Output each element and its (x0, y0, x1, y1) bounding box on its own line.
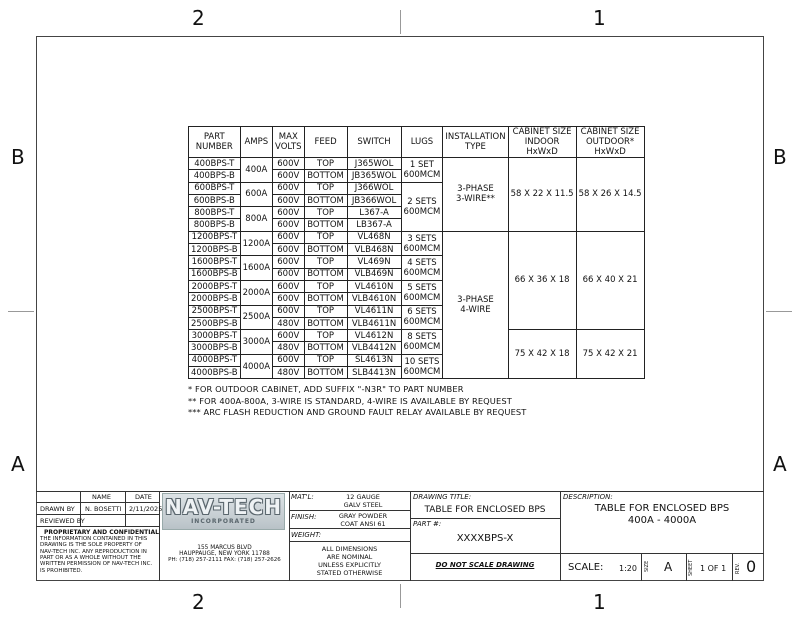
feed-cell: BOTTOM (304, 342, 347, 354)
cabinet-indoor-cell: 58 X 22 X 11.5 (508, 158, 576, 232)
max-volts-cell: 480V (273, 317, 305, 329)
lugs-cell-line1: 2 SETS (407, 196, 437, 207)
company-logo (162, 493, 285, 530)
switch-cell: LB367-A (347, 219, 401, 231)
zone-label-left: A (11, 452, 25, 476)
feed-cell: TOP (304, 231, 347, 243)
titleblock-col-line (686, 553, 687, 581)
table-row (189, 158, 645, 170)
description-label: DESCRIPTION: (563, 493, 613, 501)
titleblock-row-line (560, 553, 764, 554)
scale-value: 1:20 (619, 564, 637, 573)
installation-cell-line1: 3-PHASE (457, 184, 494, 195)
matl-label: MAT'L: (291, 493, 314, 501)
rev-label: REV. (735, 563, 741, 574)
finish-label: FINISH: (291, 513, 317, 521)
finish-line2: COAT ANSI 61 (340, 520, 386, 528)
dimensions-line: STATED OTHERWISE (316, 569, 383, 577)
lugs-cell-line2: 600MCM (403, 317, 441, 328)
dimensions-line: UNLESS EXPLICITLY (318, 561, 381, 569)
parts-table (188, 126, 645, 379)
max-volts-cell: 600V (273, 256, 305, 268)
cabinet-outdoor-cell: 66 X 40 X 21 (576, 231, 644, 329)
max-volts-cell: 600V (273, 170, 305, 182)
amps-cell: 400A (240, 158, 272, 183)
header-switch: SWITCH (347, 127, 401, 158)
switch-cell: VL468N (347, 231, 401, 243)
switch-cell: VL469N (347, 256, 401, 268)
part-number-cell: 2500BPS-T (189, 305, 241, 317)
feed-cell: TOP (304, 207, 347, 219)
titleblock-row-line (289, 510, 410, 511)
part-number-cell: 2000BPS-B (189, 293, 241, 305)
scale-label: SCALE: (568, 562, 604, 573)
note-outdoor: * FOR OUTDOOR CABINET, ADD SUFFIX "-N3R" TO PART NUMBER (188, 384, 464, 394)
lugs-cell-line1: 6 SETS (407, 307, 437, 318)
max-volts-cell: 600V (273, 194, 305, 206)
zone-label-bottom: 1 (593, 590, 606, 614)
installation-cell (443, 231, 508, 379)
zone-tick (400, 584, 401, 608)
switch-cell: VL4610N (347, 280, 401, 292)
date-header: DATE (135, 493, 152, 501)
switch-cell: VL4611N (347, 305, 401, 317)
installation-cell-line1: 3-PHASE (457, 295, 494, 306)
part-number-cell: 400BPS-T (189, 158, 241, 170)
cabinet-indoor-cell: 75 X 42 X 18 (508, 330, 576, 379)
installation-cell (443, 158, 508, 232)
switch-cell: VLB4611N (347, 317, 401, 329)
feed-cell: BOTTOM (304, 367, 347, 379)
proprietary-line: DRAWING IS THE SOLE PROPERTY OF (40, 542, 142, 549)
part-number-label: PART #: (413, 520, 442, 528)
zone-label-top: 1 (593, 6, 606, 30)
part-number-cell: 4000BPS-B (189, 367, 241, 379)
max-volts-cell: 480V (273, 367, 305, 379)
address-street: 155 MARCUS BLVD (197, 545, 252, 551)
part-number: XXXXBPS-X (456, 533, 514, 544)
proprietary-title: PROPRIETARY AND CONFIDENTIAL (44, 529, 159, 536)
name-header: NAME (92, 493, 112, 501)
lugs-cell (401, 305, 443, 330)
size-value: A (664, 560, 673, 574)
header-max-volts: MAX VOLTS (273, 127, 305, 158)
switch-cell: VLB469N (347, 268, 401, 280)
feed-cell: BOTTOM (304, 268, 347, 280)
zone-tick (766, 311, 792, 312)
note-arc-flash: *** ARC FLASH REDUCTION AND GROUND FAULT RELAY AVAILABLE BY REQUEST (188, 407, 527, 417)
max-volts-cell: 600V (273, 268, 305, 280)
installation-cell-line2: 3-WIRE** (456, 194, 495, 205)
amps-cell: 600A (240, 182, 272, 207)
matl-line2: GALV STEEL (343, 501, 383, 509)
max-volts-cell: 600V (273, 354, 305, 366)
part-number-cell: 1200BPS-T (189, 231, 241, 243)
lugs-cell-line1: 5 SETS (407, 282, 437, 293)
reviewed-by-label: REVIEWED BY (40, 517, 85, 525)
switch-cell: JB366WOL (347, 194, 401, 206)
amps-cell: 1600A (240, 256, 272, 281)
feed-cell: TOP (304, 280, 347, 292)
no-scale-note: DO NOT SCALE DRAWING (435, 561, 535, 569)
table-row (189, 330, 645, 342)
header-installation-type: INSTALLATION TYPE (443, 127, 508, 158)
switch-cell: VL4612N (347, 330, 401, 342)
feed-cell: BOTTOM (304, 170, 347, 182)
feed-cell: TOP (304, 305, 347, 317)
switch-cell: VLB4412N (347, 342, 401, 354)
titleblock-row-line (410, 518, 560, 519)
lugs-cell-line2: 600MCM (403, 243, 441, 254)
titleblock-row-line (36, 526, 159, 527)
part-number-cell: 2500BPS-B (189, 317, 241, 329)
lugs-cell (401, 354, 443, 379)
max-volts-cell: 600V (273, 231, 305, 243)
proprietary-line: PART OR AS A WHOLE WITHOUT THE (40, 554, 141, 561)
feed-cell: TOP (304, 158, 347, 170)
matl-line1: 12 GAUGE (346, 493, 380, 501)
table-header-row (189, 127, 645, 158)
zone-tick (400, 10, 401, 34)
sheet-label: SHEET (688, 559, 694, 576)
installation-cell-line2: 4-WIRE (460, 305, 491, 316)
feed-cell: TOP (304, 330, 347, 342)
switch-cell: VLB4610N (347, 293, 401, 305)
feed-cell: BOTTOM (304, 219, 347, 231)
lugs-cell-line1: 3 SETS (407, 233, 437, 244)
part-number-cell: 800BPS-T (189, 207, 241, 219)
switch-cell: L367-A (347, 207, 401, 219)
header-part-number: PART NUMBER (189, 127, 241, 158)
amps-cell: 1200A (240, 231, 272, 256)
max-volts-cell: 600V (273, 330, 305, 342)
cabinet-indoor-cell: 66 X 36 X 18 (508, 231, 576, 329)
amps-cell: 3000A (240, 330, 272, 355)
logo-text: NAV-TECH (165, 495, 282, 519)
feed-cell: TOP (304, 182, 347, 194)
amps-cell: 800A (240, 207, 272, 232)
cabinet-outdoor-cell: 75 X 42 X 21 (576, 330, 644, 379)
switch-cell: SLB4413N (347, 367, 401, 379)
feed-cell: BOTTOM (304, 244, 347, 256)
feed-cell: BOTTOM (304, 194, 347, 206)
note-wiring: ** FOR 400A-800A, 3-WIRE IS STANDARD, 4-WIRE IS AVAILABLE BY REQUEST (188, 396, 512, 406)
lugs-cell (401, 158, 443, 183)
lugs-cell-line1: 1 SET (409, 159, 434, 170)
switch-cell: JB365WOL (347, 170, 401, 182)
part-number-cell: 1600BPS-B (189, 268, 241, 280)
titleblock-col-line (125, 491, 126, 526)
lugs-cell (401, 330, 443, 355)
logo-subtext: INCORPORATED (191, 518, 256, 525)
sheet-value: 1 OF 1 (700, 564, 727, 573)
part-number-cell: 1600BPS-T (189, 256, 241, 268)
titleblock-row-line (36, 502, 159, 503)
address-phone: PH: (718) 257-2111 FAX: (718) 257-2626 (168, 557, 281, 563)
drawn-date: 2/11/2025 (129, 505, 163, 513)
proprietary-line: THE INFORMATION CONTAINED IN THIS (40, 536, 148, 542)
max-volts-cell: 480V (273, 342, 305, 354)
part-number-cell: 1200BPS-B (189, 244, 241, 256)
part-number-cell: 2000BPS-T (189, 280, 241, 292)
max-volts-cell: 600V (273, 158, 305, 170)
address-city: HAUPPAUGE, NEW YORK 11788 (179, 551, 270, 557)
feed-cell: BOTTOM (304, 317, 347, 329)
drawing-title: TABLE FOR ENCLOSED BPS (424, 505, 546, 515)
titleblock-col-line (641, 553, 642, 581)
dimensions-line: ALL DIMENSIONS (321, 545, 378, 553)
max-volts-cell: 600V (273, 305, 305, 317)
lugs-cell (401, 182, 443, 231)
part-number-cell: 600BPS-T (189, 182, 241, 194)
table-row (189, 231, 645, 243)
lugs-cell-line2: 600MCM (403, 169, 441, 180)
max-volts-cell: 600V (273, 244, 305, 256)
lugs-cell (401, 256, 443, 281)
part-number-cell: 3000BPS-B (189, 342, 241, 354)
cabinet-outdoor-cell: 58 X 26 X 14.5 (576, 158, 644, 232)
lugs-cell-line2: 600MCM (403, 292, 441, 303)
part-number-cell: 4000BPS-T (189, 354, 241, 366)
feed-cell: TOP (304, 354, 347, 366)
zone-label-right: A (773, 452, 787, 476)
amps-cell: 4000A (240, 354, 272, 379)
feed-cell: TOP (304, 256, 347, 268)
switch-cell: VLB468N (347, 244, 401, 256)
drawn-by-label: DRAWN BY (40, 505, 75, 513)
part-number-cell: 3000BPS-T (189, 330, 241, 342)
lugs-cell-line2: 600MCM (403, 366, 441, 377)
feed-cell: BOTTOM (304, 293, 347, 305)
lugs-cell-line1: 4 SETS (407, 258, 437, 269)
finish-line1: GRAY POWDER (338, 512, 388, 520)
titleblock-row-line (289, 541, 410, 542)
amps-cell: 2000A (240, 280, 272, 305)
zone-tick (8, 311, 34, 312)
part-number-cell: 400BPS-B (189, 170, 241, 182)
drawing-title-label: DRAWING TITLE: (413, 493, 472, 501)
zone-label-top: 2 (192, 6, 205, 30)
dimensions-line: ARE NOMINAL (326, 553, 373, 561)
proprietary-line: IS PROHIBITED. (40, 567, 83, 574)
weight-label: WEIGHT: (291, 531, 322, 539)
switch-cell: J365WOL (347, 158, 401, 170)
titleblock-col-line (732, 553, 733, 581)
size-label: SIZE (644, 560, 650, 572)
lugs-cell-line1: 8 SETS (407, 331, 437, 342)
switch-cell: J366WOL (347, 182, 401, 194)
proprietary-line: WRITTEN PERMISSION OF NAV-TECH INC. (40, 561, 153, 568)
proprietary-line: NAV-TECH INC. ANY REPRODUCTION IN (40, 548, 147, 555)
lugs-cell (401, 280, 443, 305)
lugs-cell (401, 231, 443, 256)
lugs-cell-line1: 10 SETS (404, 356, 440, 367)
max-volts-cell: 600V (273, 219, 305, 231)
lugs-cell-line2: 600MCM (403, 268, 441, 279)
lugs-cell-line2: 600MCM (403, 206, 441, 217)
header-cabinet-outdoor: CABINET SIZE OUTDOOR* HxWxD (576, 127, 644, 158)
zone-label-left: B (11, 145, 25, 169)
rev-value: 0 (746, 557, 757, 576)
max-volts-cell: 600V (273, 207, 305, 219)
amps-cell: 2500A (240, 305, 272, 330)
header-cabinet-indoor: CABINET SIZE INDOOR HxWxD (508, 127, 576, 158)
header-amps: AMPS (240, 127, 272, 158)
header-feed: FEED (304, 127, 347, 158)
max-volts-cell: 600V (273, 280, 305, 292)
titleblock-row-line (410, 553, 560, 554)
header-lugs: LUGS (401, 127, 443, 158)
part-number-cell: 800BPS-B (189, 219, 241, 231)
zone-label-right: B (773, 145, 787, 169)
titleblock-row-line (289, 528, 410, 529)
max-volts-cell: 600V (273, 182, 305, 194)
part-number-cell: 600BPS-B (189, 194, 241, 206)
zone-label-bottom: 2 (192, 590, 205, 614)
lugs-cell-line2: 600MCM (403, 341, 441, 352)
titleblock-row-line (36, 514, 159, 515)
switch-cell: SL4613N (347, 354, 401, 366)
description-line1: TABLE FOR ENCLOSED BPS (594, 503, 730, 514)
max-volts-cell: 600V (273, 293, 305, 305)
titleblock-top-border (36, 491, 764, 492)
description-line2: 400A - 4000A (627, 515, 697, 526)
drawn-by-name: N. BOSETTI (85, 505, 122, 513)
